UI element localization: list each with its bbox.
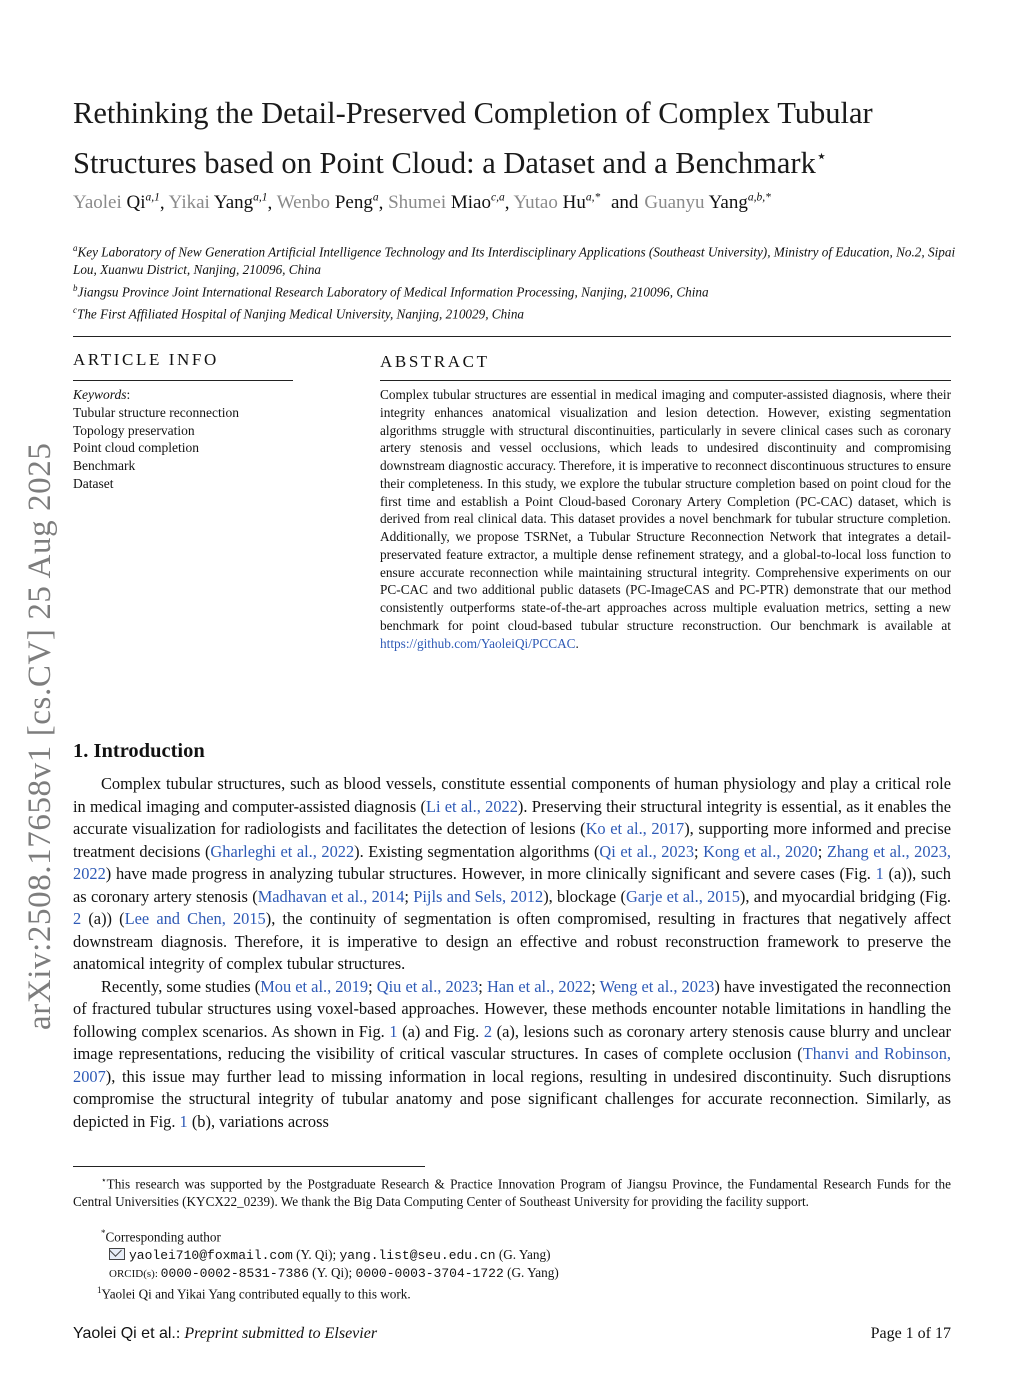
paragraph: Recently, some studies (Mou et al., 2019; Qiu et al., 2023; Han et al., 2022; Weng et al., 2023) have investigated the reconnection of fractured tubular structures using voxel-based approaches. However, these methods encounter notable limitations in handling the following complex scenarios. As shown in Fig. 1 (a) and Fig. 2 (a), lesions such as coronary artery stenosis cause blurry and unclear image representations, reducing the visibility of critical vascular structures. In cases of complete occlusion (Thanvi and Robinson, 2007), this issue may further lead to missing information in local regions, resulting in undesired discontinuity. Such disruptions compromise the structural integrity of tubular anatomy and pose significant challenges for accurate reconnection. Similarly, as depicted in Fig. 1 (b), variations across	[73, 976, 952, 1131]
keyword: Dataset	[73, 475, 114, 491]
citation-link[interactable]: Gharleghi et al., 2022	[210, 841, 355, 861]
title-footnote-mark: ⋆	[815, 146, 828, 166]
header-divider	[73, 336, 951, 337]
keywords-label: Keywords	[73, 387, 127, 402]
author-list: Yaolei Qi$^{a,1}$, Yikai Yang$^{a,1}$, Wenbo Peng$^a$, Shumei Miao$^{c,a}$, Yutao $Hu^{a,*}$ and Guanyu Yang$^{a,b,*}$	[73, 192, 771, 214]
author-name: Yikai Yang$^{a,1}$	[168, 192, 268, 214]
citation-link[interactable]: Mou et al., 2019	[260, 976, 369, 996]
email-link[interactable]: yang.list@seu.edu.cn	[339, 1248, 496, 1263]
keywords-block: Keywords: Tubular structure reconnection Topology preservation Point cloud completion Benchmark Dataset	[73, 386, 293, 493]
citation-link[interactable]: 1	[179, 1111, 188, 1131]
author-name: Guanyu Yang$^{a,b,*}$	[644, 192, 771, 214]
email-link[interactable]: yaolei710@foxmail.com	[129, 1248, 293, 1263]
page-footer-left: Yaolei Qi et al.: Preprint submitted to Elsevier	[73, 1325, 378, 1342]
author-name: Wenbo Peng$^a$	[276, 192, 379, 214]
keyword: Tubular structure reconnection	[73, 404, 239, 420]
abstract-heading: ABSTRACT	[380, 352, 490, 371]
paper-title: Rethinking the Detail-Preserved Completion of Complex Tubular Structures based on Point Cloud: a Dataset and a Benchmark⋆	[73, 96, 873, 181]
footnote-divider	[73, 1166, 425, 1167]
footnote-orcid: ORCID(s): 0000-0002-8531-7386 (Y. Qi); 0000-0003-3704-1722 (G. Yang)	[109, 1265, 559, 1281]
paragraph: Complex tubular structures, such as blood vessels, constitute essential components of human physiology and play a critical role in medical imaging and computer-assisted diagnosis (Li et al., 2022). Preserving their structural integrity is essential, as it enables the accurate visualization for radiologists and facilitates the detection of lesions (Ko et al., 2017), supporting more informed and precise treatment decisions (Gharleghi et al., 2022). Existing segmentation algorithms (Qi et al., 2023; Kong et al., 2020; Zhang et al., 2023, 2022) have made progress in analyzing tubular structures. However, in more clinically significant and severe cases (Fig. 1 (a)), such as coronary artery stenosis (Madhavan et al., 2014; Pijls and Sels, 2012), blockage (Garje et al., 2015), and myocardial bridging (Fig. 2 (a)) (Lee and Chen, 2015), the continuity of segmentation is often compromised, resulting in fractures that negatively affect downstream diagnosis. Therefore, it is imperative to design an effective and robust reconstruction framework to preserve the anatomical integrity of complex tubular structures.	[73, 774, 952, 973]
page-number: Page 1 of 17	[870, 1325, 951, 1342]
citation-link[interactable]: Zhang et al., 2023, 2022	[73, 841, 952, 883]
citation-link[interactable]: Kong et al., 2020	[703, 841, 818, 861]
citation-link[interactable]: 2	[73, 909, 82, 928]
citation-link[interactable]: Garje et al., 2015	[625, 886, 740, 906]
and-word: and	[610, 192, 639, 214]
footnote-funding: ⋆This research was supported by the Postgraduate Research & Practice Innovation Program of Jiangsu Province, the Fundamental Research Funds for the Central Universities (KYCX22_0239). We thank the Big Data Computing Center of Southeast University for providing the facility support.	[73, 1175, 951, 1209]
citation-link[interactable]: Pijls and Sels, 2012	[413, 886, 544, 906]
arxiv-stamp: arXiv:2508.17658v1 [cs.CV] 25 Aug 2025	[22, 442, 58, 1030]
citation-link[interactable]: Madhavan et al., 2014	[257, 886, 405, 906]
affiliation-c: $^c$The First Affiliated Hospital of Nanjing Medical University, Nanjing, 210029, China	[73, 305, 525, 322]
section-heading-introduction: 1. Introduction	[73, 740, 205, 762]
footnote-emails: yaolei710@foxmail.com (Y. Qi); yang.list@seu.edu.cn (G. Yang)	[109, 1246, 987, 1265]
affiliation-b: $^b$Jiangsu Province Joint International Research Laboratory of Medical Information Processing, Nanjing, 210096, China	[73, 283, 709, 300]
article-info-heading: ARTICLE INFO	[73, 350, 219, 369]
citation-link[interactable]: 2	[483, 1021, 493, 1041]
citation-link[interactable]: 1	[875, 864, 884, 883]
citation-link[interactable]: Lee and Chen, 2015	[124, 909, 266, 928]
footnote-equal-contribution: $^1$Yaolei Qi and Yikai Yang contributed equally to this work.	[97, 1285, 411, 1302]
citation-link[interactable]: Thanvi and Robinson, 2007	[73, 1044, 952, 1086]
author-name: Yaolei Qi$^{a,1}$	[73, 192, 160, 214]
keyword: Point cloud completion	[73, 440, 199, 456]
footnote-corresponding: *Corresponding author	[101, 1228, 221, 1245]
citation-link[interactable]: 1	[389, 1021, 398, 1041]
author-name: Yutao $Hu^{a,*}$	[513, 192, 601, 214]
introduction-body	[73, 773, 951, 1133]
abstract-rule	[380, 380, 951, 381]
keyword: Topology preservation	[73, 422, 195, 438]
author-name: Shumei Miao$^{c,a}$	[388, 192, 505, 214]
benchmark-link[interactable]: https://github.com/YaoleiQi/PCCAC	[380, 635, 576, 651]
citation-link[interactable]: Li et al., 2022	[425, 796, 518, 816]
citation-link[interactable]: Qiu et al., 2023	[376, 976, 479, 996]
citation-link[interactable]: Ko et al., 2017	[585, 819, 685, 838]
citation-link[interactable]: Han et al., 2022	[486, 976, 592, 996]
affiliation-a: $^a$Key Laboratory of New Generation Artificial Intelligence Technology and Its Interdisciplinary Applications (Southeast University), Ministry of Education, No.2, Sipai Lou, Xuanwu District, Nanjing, 210096, China	[73, 243, 956, 278]
keyword: Benchmark	[73, 458, 136, 474]
email-icon	[109, 1248, 125, 1260]
abstract-text: Complex tubular structures are essential in medical imaging and computer-assisted diagnosis, where their integrity enhances anatomical visualization and lesion detection. However, existing segmentation algorithms struggle with structural discontinuities, particularly in severe clinical cases such as coronary artery stenosis and vessel occlusions, which leads to undesired discontinuity and compromising downstream diagnostic accuracy. Therefore, it is imperative to reconnect discontinuous structures to ensure their completeness. In this study, we explore the tubular structure completion based on point cloud for the first time and establish a Point Cloud-based Coronary Artery Completion (PC-CAC) dataset, which is derived from real clinical data. This dataset provides a novel benchmark for tubular structure completion. Additionally, we propose TSRNet, a Tubular Structure Reconnection Network that integrates a detail-preservated feature extractor, a multiple dense refinement strategy, and a global-to-local loss function to ensure accurate reconnection while maintaining structural integrity. Comprehensive experiments on our PC-CAC and two additional public datasets (PC-ImageCAS and PC-PTR) demonstrate that our method consistently outperforms state-of-the-art approaches across multiple evaluation metrics, setting a new benchmark for point cloud-based tubular structure reconstruction. Our benchmark is available at https://github.com/YaoleiQi/PCCAC.	[380, 387, 951, 651]
article-info-rule	[73, 380, 293, 381]
keyword-list	[73, 404, 293, 493]
citation-link[interactable]: Qi et al., 2023	[599, 841, 695, 861]
citation-link[interactable]: Weng et al., 2023	[599, 976, 715, 996]
